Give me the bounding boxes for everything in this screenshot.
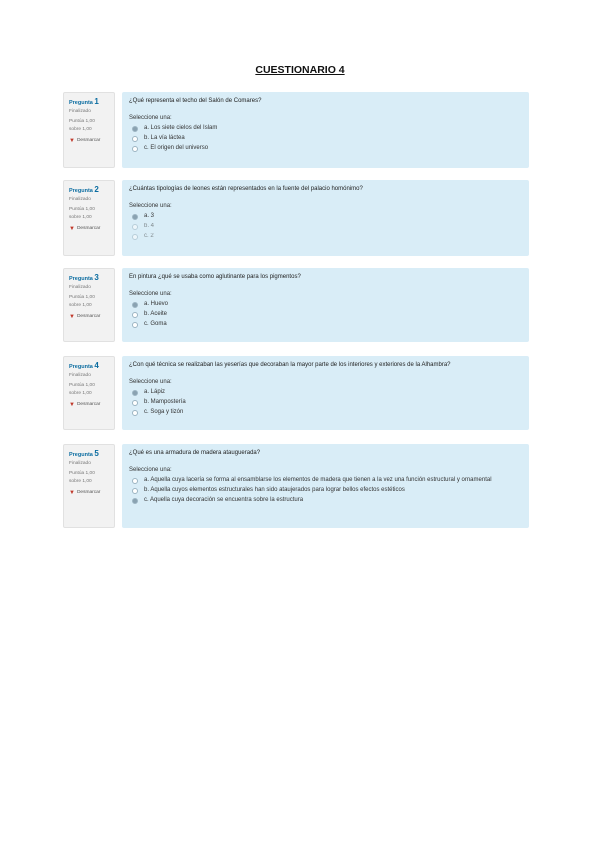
flag-label: Desmarcar [76, 402, 101, 407]
flag-label: Desmarcar [76, 138, 101, 143]
option-label: a. Lápiz [144, 388, 166, 395]
question-text: ¿Cuántas tipologías de leones están representados en la fuente del palacio homónimo? [129, 186, 363, 192]
option-label: c. El origen del universo [144, 144, 209, 151]
answer-option[interactable] [132, 135, 521, 143]
question-block [63, 444, 529, 528]
option-label: b. Mampostería [144, 398, 186, 405]
option-label: c. Goma [144, 320, 167, 327]
question-label: Pregunta [69, 276, 93, 282]
answer-option[interactable] [132, 125, 521, 133]
question-info [63, 444, 115, 528]
question-status: Finalizado [69, 285, 91, 290]
question-number-value: 5 [94, 449, 99, 458]
select-one-prompt: Seleccione una: [129, 115, 172, 121]
option-label: b. La vía láctea [144, 134, 185, 141]
answer-option[interactable] [132, 477, 521, 485]
question-score: Puntúa 1,00 [69, 383, 95, 388]
flag-question-link[interactable] [69, 489, 111, 497]
flag-icon: ▼ [69, 138, 75, 144]
option-label: a. Los siete cielos del Islam [144, 124, 218, 131]
answer-option[interactable] [132, 223, 521, 231]
answer-option[interactable] [132, 497, 521, 505]
question-number-value: 2 [94, 185, 99, 194]
question-content [122, 92, 529, 168]
question-info [63, 92, 115, 168]
select-one-prompt: Seleccione una: [129, 467, 172, 473]
question-number-value: 3 [94, 273, 99, 282]
radio-button[interactable] [132, 322, 138, 328]
radio-button[interactable] [132, 126, 138, 132]
option-label: a. Huevo [144, 300, 169, 307]
question-text: ¿Qué representa el techo del Salón de Comares? [129, 98, 262, 104]
answer-option[interactable] [132, 213, 521, 221]
question-number [69, 273, 111, 284]
flag-icon: ▼ [69, 490, 75, 496]
option-label: c. 2 [144, 232, 154, 239]
radio-button[interactable] [132, 224, 138, 230]
question-status: Finalizado [69, 197, 91, 202]
option-label: b. Aceite [144, 310, 168, 317]
radio-button[interactable] [132, 234, 138, 240]
radio-button[interactable] [132, 214, 138, 220]
question-label: Pregunta [69, 364, 93, 370]
option-label: a. 3 [144, 212, 155, 219]
answer-option[interactable] [132, 389, 521, 397]
select-one-prompt: Seleccione una: [129, 291, 172, 297]
flag-label: Desmarcar [76, 226, 101, 231]
question-score-of: sobre 1,00 [69, 215, 92, 220]
answer-option[interactable] [132, 311, 521, 319]
document-title: CUESTIONARIO 4 [255, 64, 345, 76]
option-label: c. Aquella cuya decoración se encuentra sobre la estructura [144, 496, 304, 503]
question-info [63, 268, 115, 342]
radio-button[interactable] [132, 400, 138, 406]
question-content [122, 180, 529, 256]
question-block [63, 268, 529, 342]
flag-icon: ▼ [69, 314, 75, 320]
radio-button[interactable] [132, 312, 138, 318]
question-content [122, 356, 529, 430]
quiz-container [63, 92, 529, 538]
radio-button[interactable] [132, 478, 138, 484]
question-number [69, 449, 111, 460]
flag-icon: ▼ [69, 226, 75, 232]
flag-question-link[interactable] [69, 225, 111, 233]
question-text: ¿Qué es una armadura de madera atauguerada? [129, 450, 261, 456]
question-score: Puntúa 1,00 [69, 471, 95, 476]
flag-question-link[interactable] [69, 137, 111, 145]
radio-button[interactable] [132, 390, 138, 396]
radio-button[interactable] [132, 488, 138, 494]
option-label: b. 4 [144, 222, 155, 229]
answer-option[interactable] [132, 145, 521, 153]
flag-question-link[interactable] [69, 401, 111, 409]
radio-button[interactable] [132, 302, 138, 308]
flag-icon: ▼ [69, 402, 75, 408]
radio-button[interactable] [132, 498, 138, 504]
question-score-of: sobre 1,00 [69, 479, 92, 484]
question-number [69, 185, 111, 196]
select-one-prompt: Seleccione una: [129, 379, 172, 385]
question-block [63, 180, 529, 256]
radio-button[interactable] [132, 410, 138, 416]
select-one-prompt: Seleccione una: [129, 203, 172, 209]
question-status: Finalizado [69, 109, 91, 114]
radio-button[interactable] [132, 146, 138, 152]
question-score-of: sobre 1,00 [69, 127, 92, 132]
question-number [69, 361, 111, 372]
question-info [63, 180, 115, 256]
question-status: Finalizado [69, 461, 91, 466]
option-label: b. Aquella cuyos elementos estructurales han sido ataujerados para lograr bellos efectos estéticos [144, 486, 405, 493]
question-label: Pregunta [69, 188, 93, 194]
question-number [69, 97, 111, 108]
question-info [63, 356, 115, 430]
option-label: a. Aquella cuya lacería se forma al ensamblarse los elementos de madera que tienen a la vez una función estructural y ornamental [144, 476, 492, 483]
answer-option[interactable] [132, 321, 521, 329]
question-status: Finalizado [69, 373, 91, 378]
question-label: Pregunta [69, 452, 93, 458]
question-content [122, 268, 529, 342]
answer-option[interactable] [132, 409, 521, 417]
question-score-of: sobre 1,00 [69, 391, 92, 396]
answer-option[interactable] [132, 399, 521, 407]
flag-label: Desmarcar [76, 314, 101, 319]
question-number-value: 4 [94, 361, 99, 370]
question-score: Puntúa 1,00 [69, 295, 95, 300]
question-content [122, 444, 529, 528]
option-label: c. Soga y tizón [144, 408, 184, 415]
radio-button[interactable] [132, 136, 138, 142]
question-number-value: 1 [94, 97, 99, 106]
question-label: Pregunta [69, 100, 93, 106]
answer-option[interactable] [132, 233, 521, 241]
answer-option[interactable] [132, 301, 521, 309]
answer-option[interactable] [132, 487, 521, 495]
question-text: En pintura ¿qué se usaba como aglutinante para los pigmentos? [129, 274, 301, 280]
flag-question-link[interactable] [69, 313, 111, 321]
question-score: Puntúa 1,00 [69, 119, 95, 124]
question-score-of: sobre 1,00 [69, 303, 92, 308]
question-block [63, 92, 529, 168]
question-score: Puntúa 1,00 [69, 207, 95, 212]
flag-label: Desmarcar [76, 490, 101, 495]
question-block [63, 356, 529, 430]
question-text: ¿Con qué técnica se realizaban las yeserías que decoraban la mayor parte de los interiores y exteriores de la Alhambra? [129, 362, 451, 368]
